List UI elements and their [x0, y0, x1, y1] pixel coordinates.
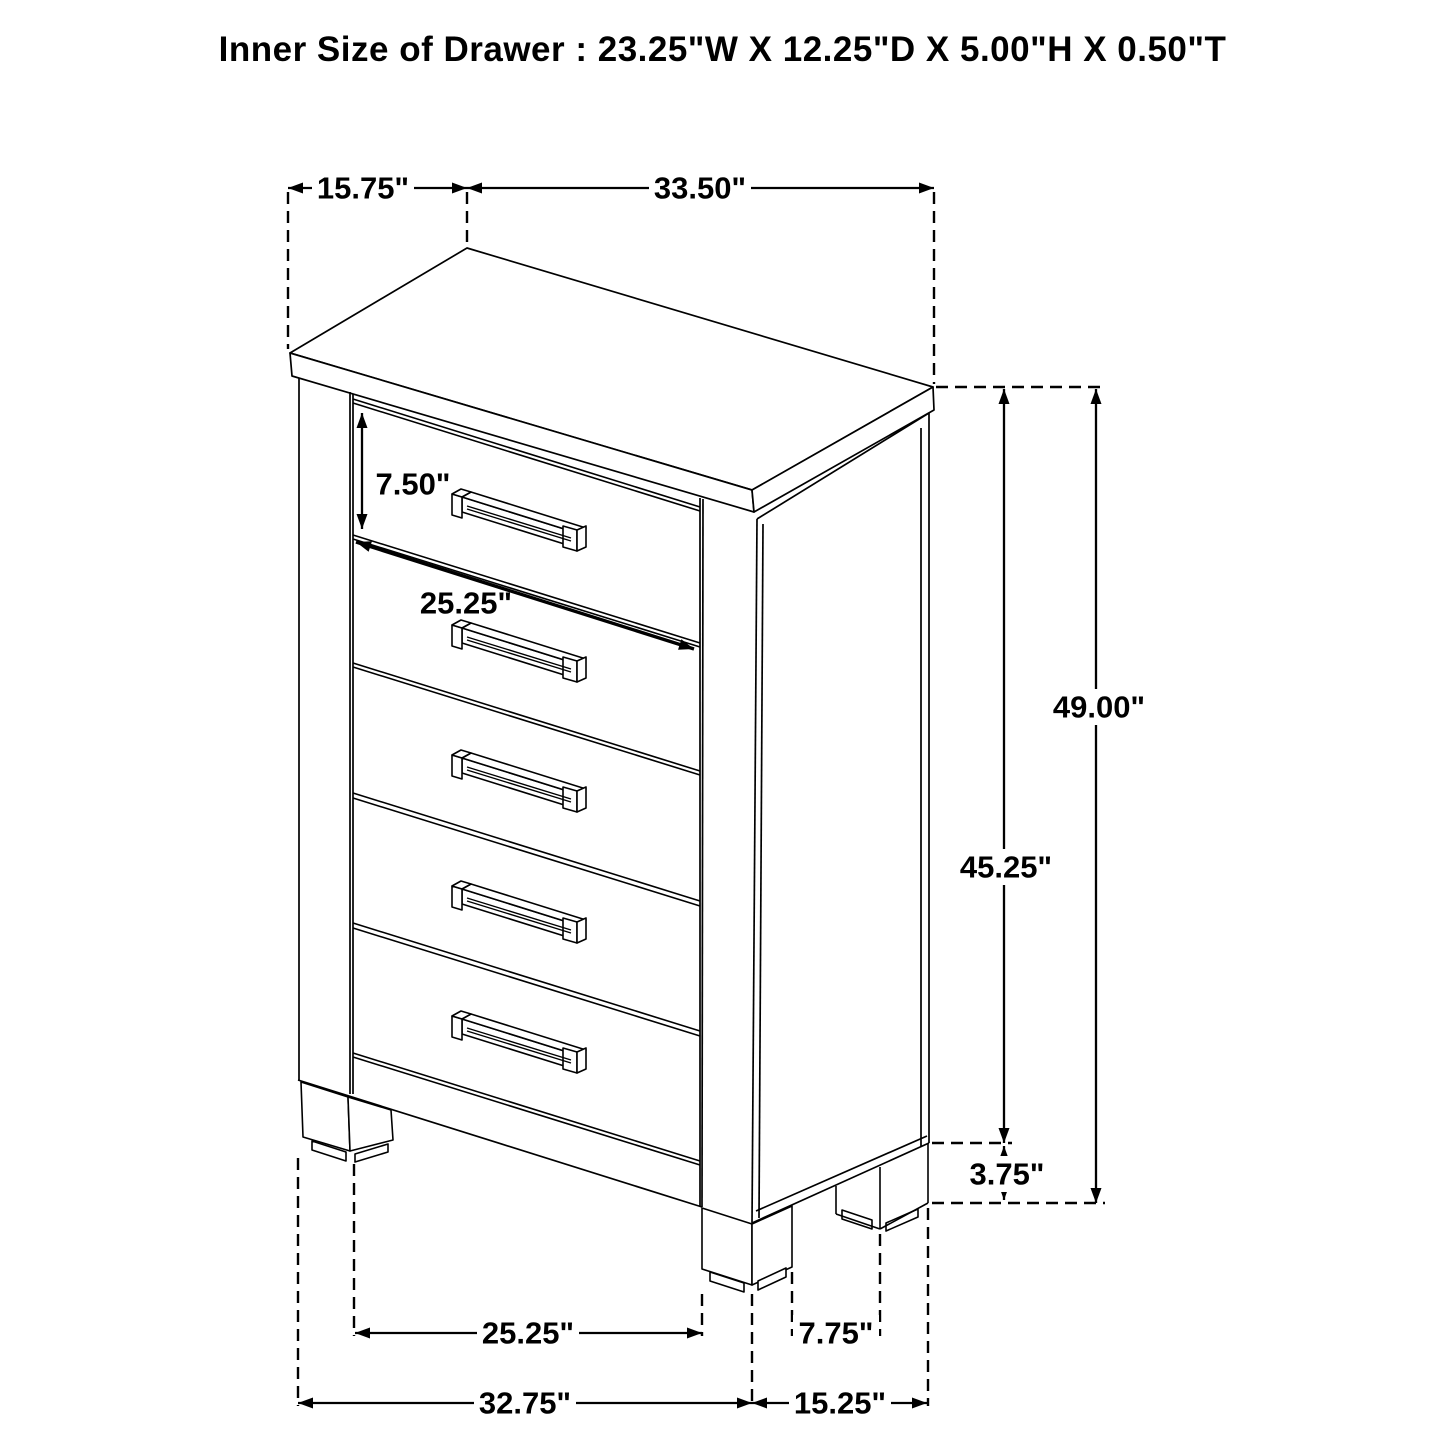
dimension-side-leg-gap: [791, 1315, 880, 1351]
dimension-label-side-leg-gap: 7.75": [798, 1315, 874, 1351]
dimension-body-height: [955, 389, 1057, 1143]
legs: [301, 1082, 928, 1292]
dimension-top-depth: [288, 170, 467, 206]
cabinet-body: [298, 378, 929, 1223]
dimension-label-base-depth: 15.25": [793, 1385, 887, 1421]
dimension-label-front-leg-span: 25.25": [481, 1315, 575, 1351]
dimension-label-base-width: 32.75": [478, 1385, 572, 1421]
dimension-base-width: [298, 1385, 752, 1421]
dimension-leg-height: [964, 1146, 1050, 1200]
dimension-label-drawer-width: 25.25": [419, 585, 513, 621]
dimension-front-leg-span: [355, 1315, 702, 1351]
diagram-title: Inner Size of Drawer : 23.25"W X 12.25"D X 5.00"H X 0.50"T: [218, 30, 1227, 69]
dimension-total-height: [1048, 389, 1150, 1203]
dimension-label-total-height: 49.00": [1052, 689, 1146, 725]
dimension-label-leg-height: 3.75": [969, 1156, 1045, 1192]
dimension-drawer-height: [357, 413, 451, 529]
dimension-top-width: [467, 170, 934, 206]
dimension-drawer-width: [356, 541, 694, 649]
dimension-label-drawer-height: 7.50": [375, 466, 451, 502]
dimension-label-body-height: 45.25": [959, 849, 1053, 885]
dimension-label-top-width: 33.50": [653, 170, 747, 206]
dimension-label-top-depth: 15.75": [316, 170, 410, 206]
dimension-base-depth: [752, 1385, 927, 1421]
